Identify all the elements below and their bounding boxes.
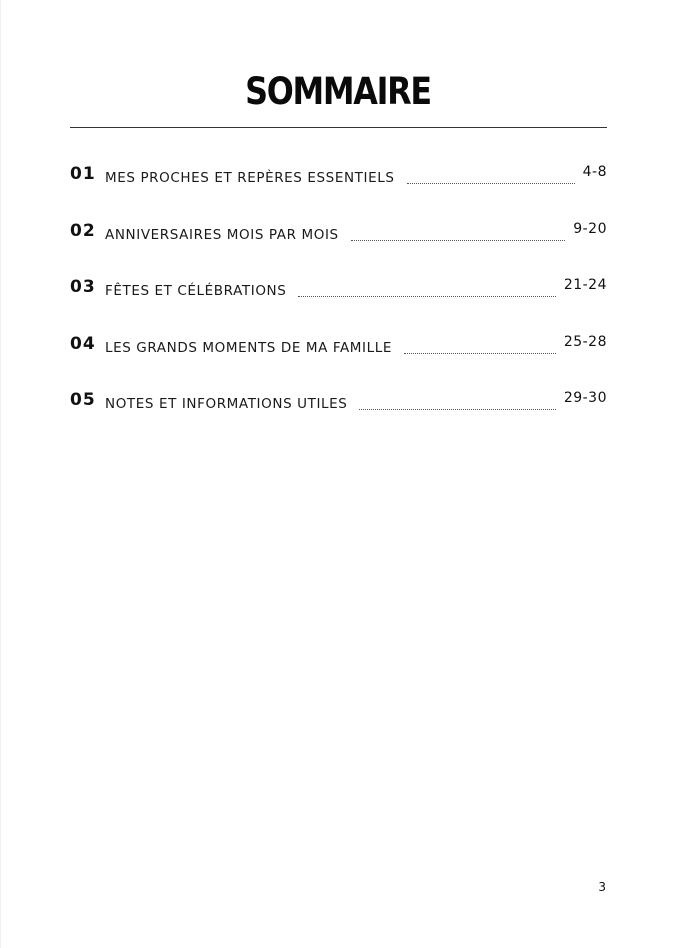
toc-entry-pages: 21-24 — [563, 277, 607, 293]
title-divider — [70, 127, 607, 128]
page-title: SOMMAIRE — [245, 70, 431, 113]
toc-entry-01[interactable] — [70, 160, 607, 190]
page-number: 3 — [598, 880, 606, 894]
toc-entry-label: ANNIVERSAIRES MOIS PAR MOIS — [105, 226, 339, 243]
toc-entry-number: 01 — [70, 164, 96, 184]
toc-entry-03[interactable] — [70, 273, 607, 303]
table-of-contents — [70, 160, 607, 443]
toc-entry-02[interactable] — [70, 217, 607, 247]
toc-entry-label: MES PROCHES ET REPÈRES ESSENTIELS — [105, 170, 395, 186]
toc-dot-leader — [298, 296, 555, 297]
toc-entry-number: 05 — [70, 390, 96, 410]
toc-entry-pages: 9-20 — [573, 220, 607, 237]
toc-dot-leader — [359, 409, 555, 410]
toc-entry-number: 04 — [70, 333, 96, 354]
toc-entry-pages: 29-30 — [563, 390, 607, 406]
toc-entry-number: 02 — [70, 220, 96, 241]
toc-entry-label: LES GRANDS MOMENTS DE MA FAMILLE — [105, 339, 393, 356]
toc-dot-leader — [351, 240, 566, 241]
toc-entry-label: NOTES ET INFORMATIONS UTILES — [105, 396, 348, 412]
toc-entry-pages: 25-28 — [563, 333, 607, 350]
toc-dot-leader — [404, 353, 556, 354]
toc-entry-pages: 4-8 — [582, 164, 607, 180]
toc-entry-04[interactable] — [70, 330, 607, 360]
toc-dot-leader — [407, 183, 575, 184]
toc-entry-number: 03 — [70, 277, 96, 297]
toc-entry-05[interactable] — [70, 386, 607, 416]
toc-entry-label: FÊTES ET CÉLÉBRATIONS — [105, 283, 287, 299]
